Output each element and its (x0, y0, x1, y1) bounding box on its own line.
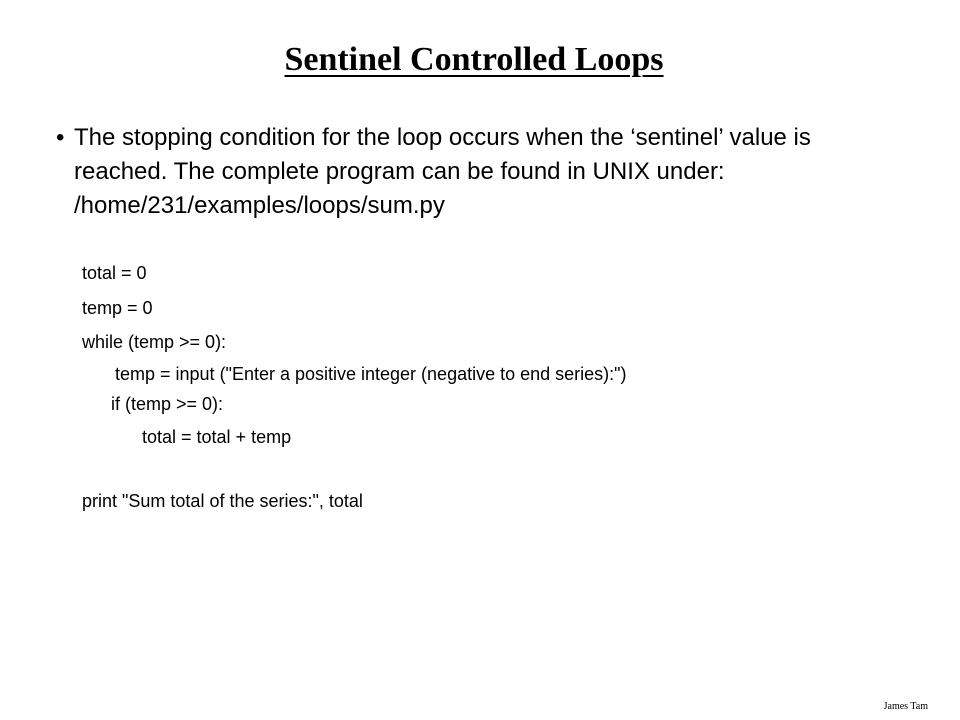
bullet-point (56, 121, 916, 223)
code-line: if (temp >= 0): (111, 394, 224, 414)
bullet-line: The stopping condition for the loop occurs when the ‘sentinel’ value is (74, 124, 811, 151)
bullet-marker: • (56, 124, 65, 151)
code-line: temp = 0 (82, 298, 153, 318)
slide-title: Sentinel Controlled Loops (284, 41, 664, 78)
code-line: total = total + temp (142, 427, 292, 447)
bullet-line: reached. The complete program can be found in UNIX under: (74, 158, 725, 185)
code-line: while (temp >= 0): (82, 332, 227, 352)
bullet-line: /home/231/examples/loops/sum.py (74, 192, 445, 219)
author-footer: James Tam (883, 701, 928, 712)
code-line: temp = input ("Enter a positive integer (negative to end series):") (115, 364, 627, 384)
code-line: print "Sum total of the series:", total (82, 491, 363, 511)
bullet-text (56, 121, 916, 223)
code-line: total = 0 (82, 263, 147, 283)
